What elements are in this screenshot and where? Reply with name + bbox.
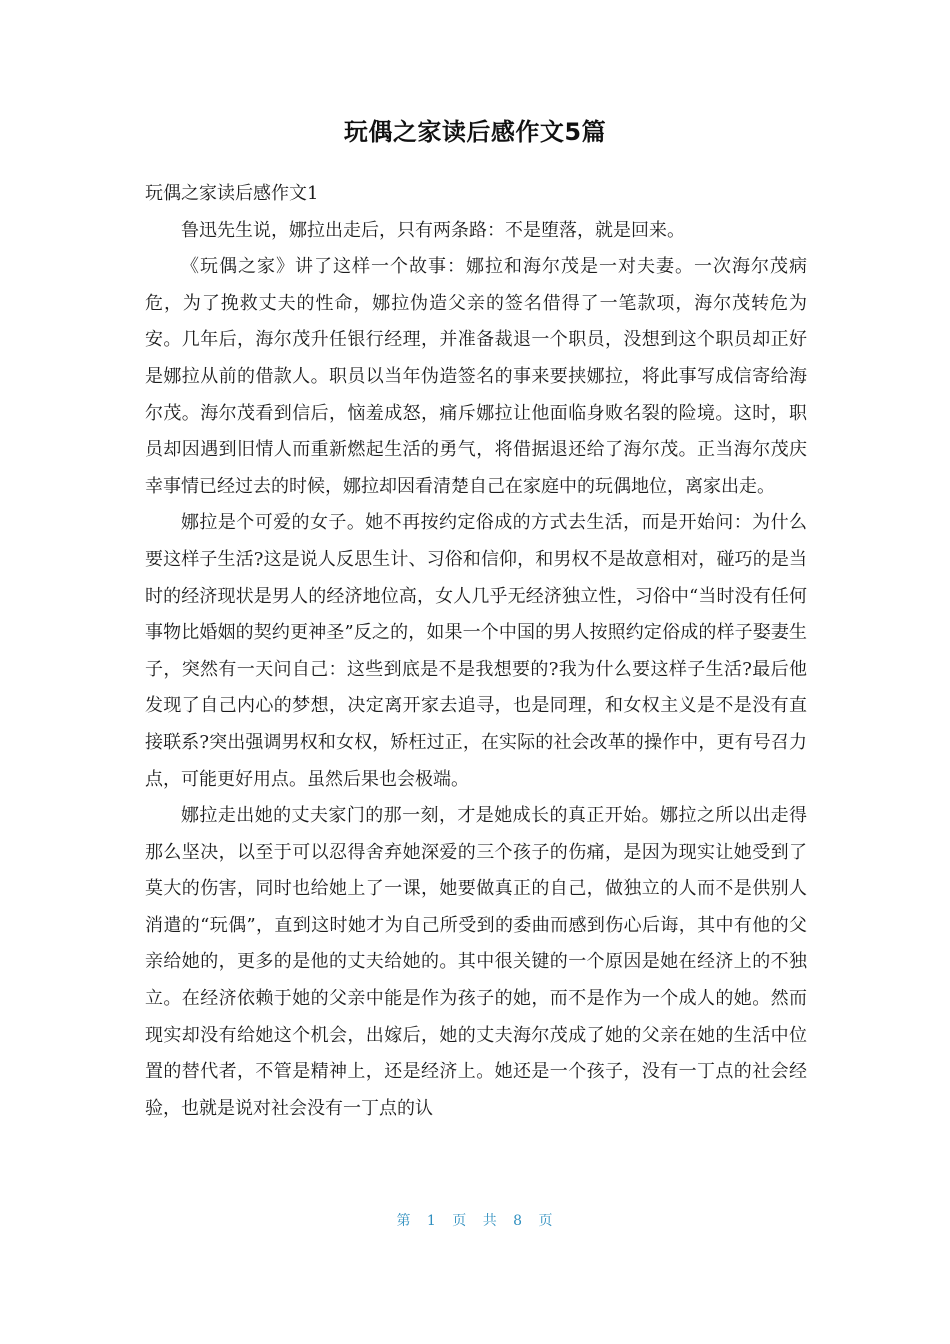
page-number-footer: 第 1 页 共 8 页	[396, 1213, 554, 1229]
section-heading: 玩偶之家读后感作文1	[145, 183, 319, 204]
paragraph-3: 娜拉是个可爱的女子。她不再按约定俗成的方式去生活，而是开始问：为什么要这样子生活?这是说人反思生计、习俗和信仰，和男权不是故意相对，碰巧的是当时的经济现状是男人的经济地位高，女人几乎无经济独立性，习俗中“当时没有任何事物比婚姻的契约更神圣”反之的，如果一个中国的男人按照约定俗成的样子娶妻生子，突然有一天问自己：这些到底是不是我想要的?我为什么要这样子生活?最后他发现了自己内心的梦想，决定离开家去追寻，也是同理，和女权主义是不是没有直接联系?突出强调男权和女权，矫枉过正，在实际的社会改革的操作中，更有号召力点，可能更好用点。虽然后果也会极端。	[145, 512, 807, 790]
document-body	[145, 176, 807, 1127]
document-title: 玩偶之家读后感作文5篇	[343, 118, 607, 146]
paragraph-1: 鲁迅先生说，娜拉出走后，只有两条路：不是堕落，就是回来。	[181, 219, 685, 241]
paragraph-2: 《玩偶之家》讲了这样一个故事：娜拉和海尔茂是一对夫妻。一次海尔茂病危，为了挽救丈夫的性命，娜拉伪造父亲的签名借得了一笔款项，海尔茂转危为安。几年后，海尔茂升任银行经理，并准备裁退一个职员，没想到这个职员却正好是娜拉从前的借款人。职员以当年伪造签名的事来要挟娜拉，将此事写成信寄给海尔茂。海尔茂看到信后，恼羞成怒，痛斥娜拉让他面临身败名裂的险境。这时，职员却因遇到旧情人而重新燃起生活的勇气，将借据退还给了海尔茂。正当海尔茂庆幸事情已经过去的时候，娜拉却因看清楚自己在家庭中的玩偶地位，离家出走。	[145, 256, 807, 497]
paragraph-4: 娜拉走出她的丈夫家门的那一刻，才是她成长的真正开始。娜拉之所以出走得那么坚决，以至于可以忍得舍弃她深爱的三个孩子的伤痛，是因为现实让她受到了莫大的伤害，同时也给她上了一课，她要做真正的自己，做独立的人而不是供别人消遣的“玩偶”，直到这时她才为自己所受到的委曲而感到伤心后诲，其中有他的父亲给她的，更多的是他的丈夫给她的。其中很关键的一个原因是她在经济上的不独立。在经济依赖于她的父亲中能是作为孩子的她，而不是作为一个成人的她。然而现实却没有给她这个机会，出嫁后，她的丈夫海尔茂成了她的父亲在她的生活中位置的替代者，不管是精神上，还是经济上。她还是一个孩子，没有一丁点的社会经验，也就是说对社会没有一丁点的认	[145, 805, 807, 1119]
